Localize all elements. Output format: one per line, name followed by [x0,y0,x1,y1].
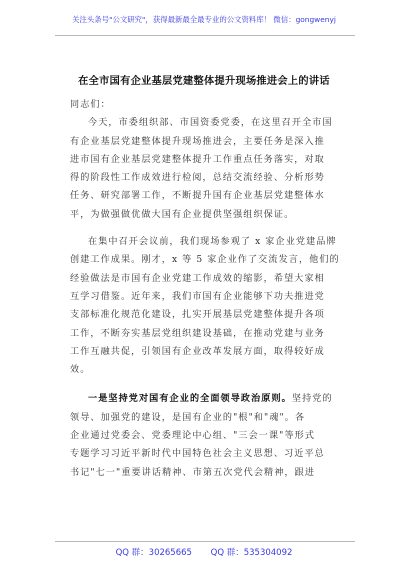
section-heading-1: 一是坚持党对国有企业的全面领导政治原则。 [88,393,292,405]
document-title: 在全市国有企业基层党建整体提升现场推进会上的讲话 [78,75,330,87]
salutation: 同志们： [70,100,111,110]
footer [0,546,408,558]
footer-divider [55,541,355,542]
footer-qq-group-2: QQ 群：535304092 [210,548,293,558]
paragraph-1: 今天，市委组织部、市国资委党委，在这里召开全市国 有企业基层党建整体提升现场推进会，主要任务是深入推 进市国有企业基层党建整体提升工作重点任务落实，对取 得的阶段性工作成效进行检阅，总结交流经验、分析形势 任务、研究部署工作，不断提升国有企业基层党建整体水 平，为做强做优做大国有企业提供坚强组织保证。 [70,118,333,220]
footer-qq-group-1: QQ 群：30265665 [115,548,192,558]
header-banner: 关注头条号"公文研究"，获得最新最全最专业的公文资料库！ 微信：gongwenyj [72,15,336,24]
paragraph-3: 一是坚持党对国有企业的全面领导政治原则。坚持党的 领导、加强党的建设，是国有企业的"根"和"魂"。各 企业通过党委会、党委理论中心组、"三会一课"等形式 专题学习习近平新时代中国特色社会主义思想、习近平总 书记"七一"重要讲话精神、市第五次党代会精神，跟进 [70,393,333,478]
header-divider [55,35,355,36]
document-body [70,96,342,482]
paragraph-2: 在集中召开会议前，我们现场参观了 x 家企业党建品牌 创建工作成果。刚才，x 等 5 家企业作了交流发言，他们的 经验做法是市国有企业党建工作成效的缩影，希望大家相 互学习借鉴。近年来，我们市国有企业能够下功夫推进党 支部标准化规范化建设，扎实开展基层党建整体提升各项 工作，不断夯实基层党组织建设基础，在推动党建与业务 工作互融共促，引领国有企业改革发展方面，取得较好成 效。 [70,237,340,376]
